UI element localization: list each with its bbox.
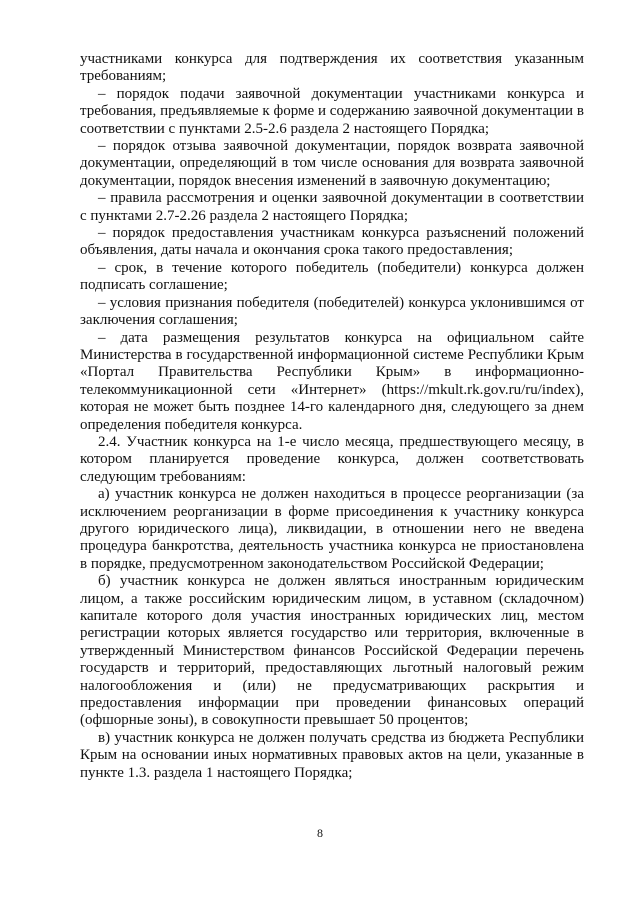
paragraph-section-2-4: 2.4. Участник конкурса на 1-е число месяца, предшествующего месяцу, в котором планируется проведение конкурса, должен соответствовать следующим требованиям: [80,433,584,485]
paragraph-requirement-c: в) участник конкурса не должен получать средства из бюджета Республики Крым на основании иных нормативных правовых актов на цели, указанные в пункте 1.3. раздела 1 настоящего Порядка; [80,729,584,781]
paragraph-results-publication: – дата размещения результатов конкурса на официальном сайте Министерства в государственной информационной системе Республики Крым «Портал Правительства Республики Крым» в информационно-телекоммуникационной сети «Интернет» (https://mkult.rk.gov.ru/ru/index), которая не может быть позднее 14-го календарного дня, следующего за днем определения победителя конкурса. [80,329,584,433]
paragraph-evasion-conditions: – условия признания победителя (победителей) конкурса уклонившимся от заключения соглашения; [80,294,584,329]
paragraph-clarifications-order: – порядок предоставления участникам конкурса разъяснений положений объявления, даты начала и окончания срока такого предоставления; [80,225,584,259]
paragraph-requirement-a: а) участник конкурса не должен находиться в процессе реорганизации (за исключением реорганизации в форме присоединения к участнику конкурса другого юридического лица), ликвидации, в отношении него не введена процедура банкротства, деятельность участника конкурса не приостановлена в порядке, предусмотренном законодательством Российской Федерации; [80,486,584,572]
paragraph-requirements-tail: участниками конкурса для подтверждения их соответствия указанным требованиям; [80,51,584,85]
paragraph-signing-term: – срок, в течение которого победитель (победители) конкурса должен подписать соглашение; [80,259,584,294]
paragraph-submission-order: – порядок подачи заявочной документации участниками конкурса и требования, предъявляемые к форме и содержанию заявочной документации в соответствии с пунктами 2.5-2.6 раздела 2 настоящего Порядка; [80,85,584,137]
paragraph-requirement-b: б) участник конкурса не должен являться иностранным юридическим лицом, а также российским юридическим лицом, в уставном (складочном) капитале которого доля участия иностранных юридических лиц, местом регистрации которых является государство или территория, включенные в утвержденный Министерством финансов Российской Федерации перечень государств и территорий, предоставляющих льготный налоговый режим налогообложения и (или) не предусматривающих раскрытия и предоставления информации при проведении финансовых операций (офшорные зоны), в совокупности превышает 50 процентов; [80,573,584,729]
paragraph-withdrawal-order: – порядок отзыва заявочной документации, порядок возврата заявочной документации, определяющий в том числе основания для возврата заявочной документации, порядок внесения изменений в заявочную документацию; [80,138,584,189]
paragraph-review-rules: – правила рассмотрения и оценки заявочной документации в соответствии с пунктами 2.7-2.26 раздела 2 настоящего Порядка; [80,190,584,224]
page-number: 8 [317,826,323,840]
document-body [80,51,584,782]
